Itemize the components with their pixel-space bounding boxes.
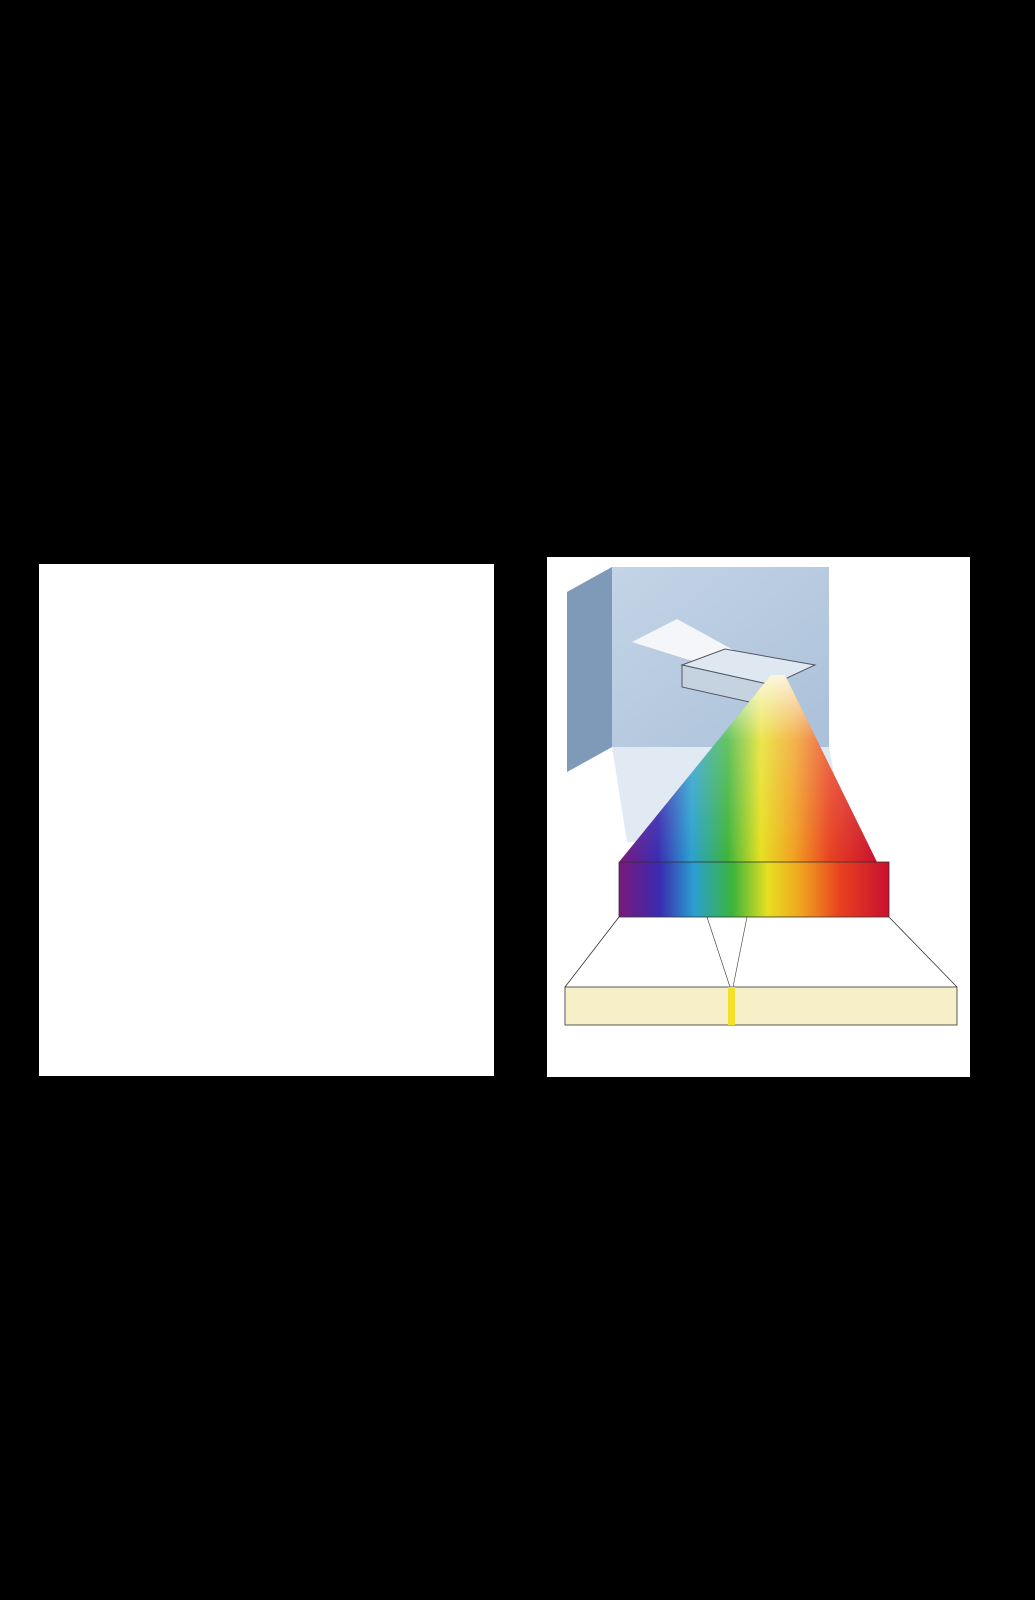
- zoom-line-left: [565, 917, 619, 987]
- zoom-line-center-r: [733, 917, 747, 987]
- visible-light-band: [619, 862, 889, 917]
- right-text-column: [540, 216, 1010, 242]
- color-wheel-svg: [39, 564, 494, 1076]
- tricromatic-theory-section: [31, 1106, 1001, 1133]
- prism-svg: [547, 557, 970, 1077]
- visible-slice: [728, 987, 735, 1025]
- left-text-column: [33, 214, 503, 241]
- zoom-line-center-l: [707, 917, 730, 987]
- em-spectrum-bar: [565, 987, 957, 1025]
- zoom-line-right: [889, 917, 957, 987]
- side-wall: [567, 567, 612, 772]
- wheel-inner-ring: [144, 710, 378, 944]
- prism-spectrum-figure: [547, 557, 970, 1077]
- color-wheel-figure: [39, 564, 494, 1076]
